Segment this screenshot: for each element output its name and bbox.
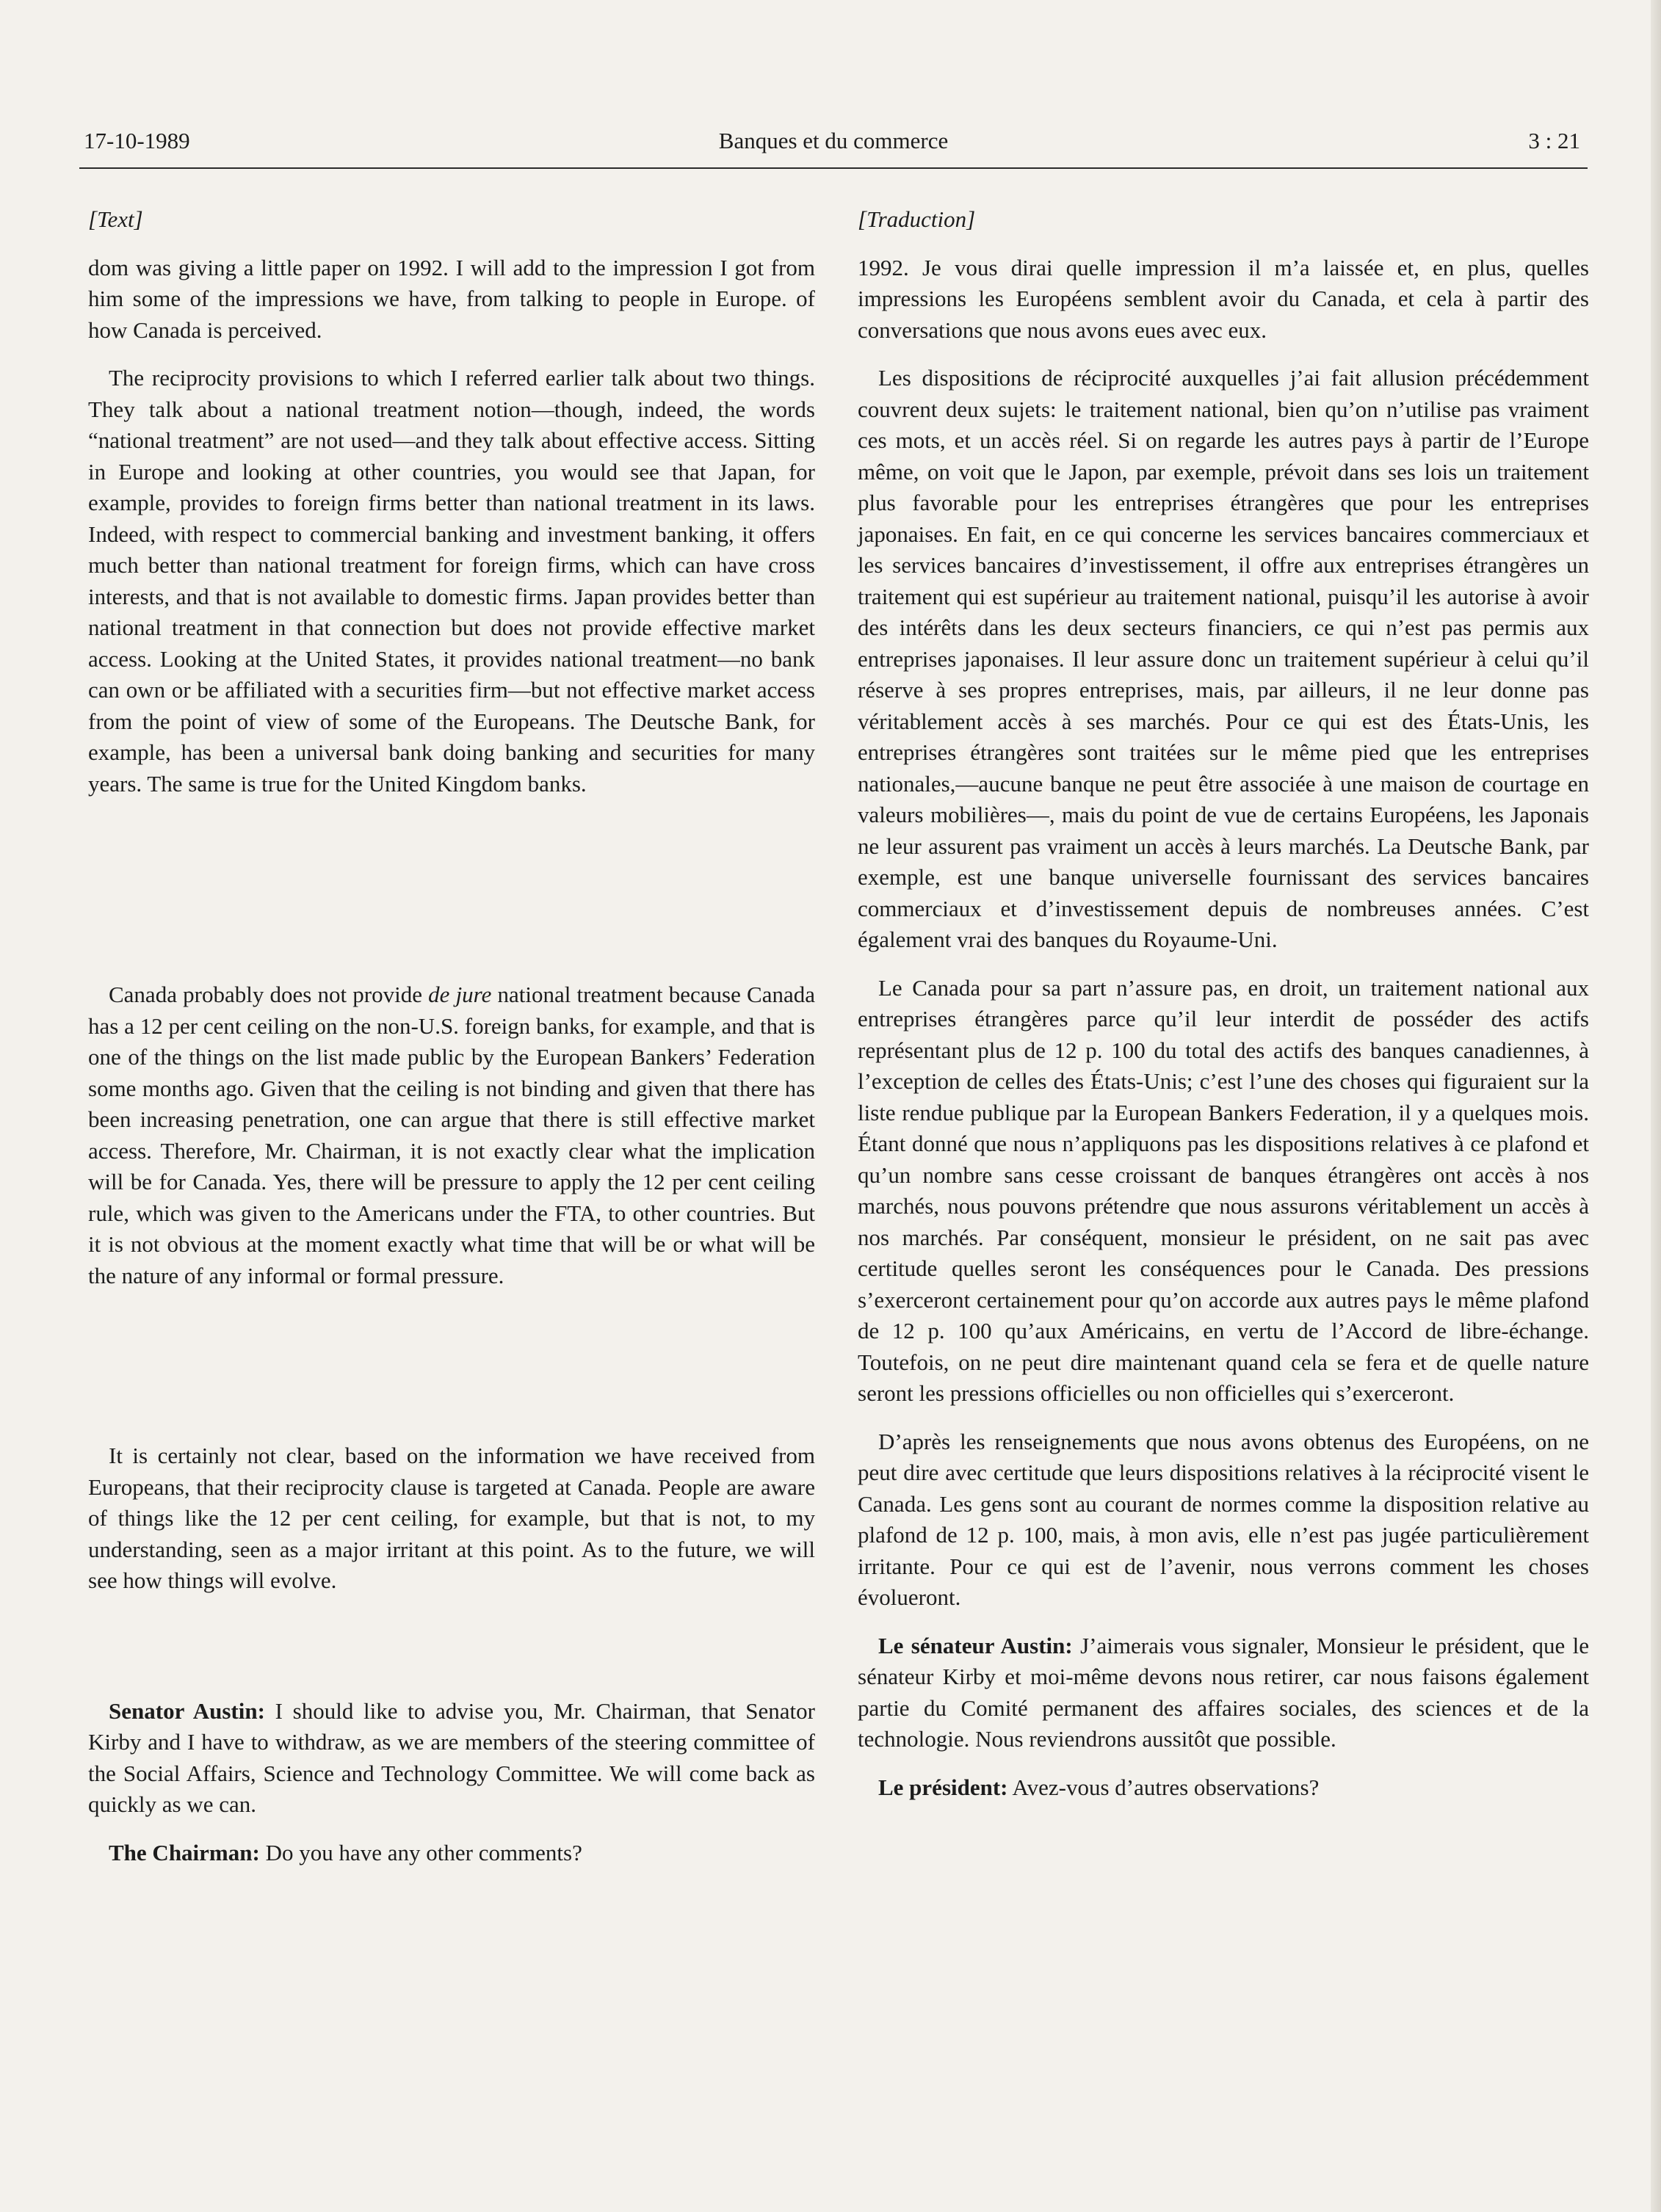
speaker-name: Senator Austin: (109, 1697, 265, 1724)
running-header (79, 126, 1588, 169)
spacer (88, 1308, 815, 1440)
header-date: 17-10-1989 (84, 128, 190, 153)
paragraph: 1992. Je vous dirai quelle impression il m’a laissée et, en plus, quelles impressions les Européens semblent avoir du Canada, et cela à partir des conversations que nous avons eues avec eux. (858, 254, 1589, 343)
spacer (88, 816, 815, 979)
paragraph: Les dispositions de réciprocité auxquelles j’ai fait allusion précédemment couvrent deux sujets: le traitement national, bien qu’on n’utilise pas vraiment ces mots, et un accès réel. Si on regarde les autres pays à partir de l’Europe même, on voit que le Japon, par exemple, prévoit dans ses lois un traitement plus favorable pour les entreprises étrangères que pour les entreprises japonaises. En fait, en ce qui concerne les services bancaires commerciaux et les services bancaires d’investissement, il offre aux entreprises étrangères un traitement qui est supérieur au traitement national, puisqu’il les autorise à avoir des intérêts dans les deux secteurs financiers, ce qui n’est pas permis aux entreprises japonaises. Il leur assure donc un traitement supérieur à celui qu’il réserve à ses propres entreprises, mais, par ailleurs, il ne leur donne pas véritablement accès à ses marchés. Pour ce qui est des États-Unis, les entreprises étrangères sont traitées sur le même pied que les entreprises nationales,—aucune banque ne peut être associée à une maison de courtage en valeurs mobilières—, mais du point de vue de certains Européens, les Japonais ne leur assurent pas vraiment un accès à leurs marchés. La Deutsche Bank, par exemple, est une banque universelle fournissant des services bancaires commerciaux et d’investissement depuis de nombreuses années. C’est également vrai des banques du Royaume-Uni. (858, 365, 1589, 952)
speaker-name: Le sénateur Austin: (878, 1632, 1073, 1658)
spacer (88, 1614, 815, 1696)
paragraph: Le Canada pour sa part n’assure pas, en droit, un traitement national aux entreprises étrangères parce qu’il leur interdit de posséder des actifs représentant plus de 12 p. 100 du total des actifs des banques canadiennes, à l’exception de celles des États-Unis; c’est l’une des choses qui figuraient sur la liste rendue publique par la European Bankers Federation, il y a quelques mois. Étant donné que nous n’appliquons pas les dispositions relatives à ce plafond et qu’un nombre sans cesse croissant de banques étrangères ont accès à nos marchés, nous pouvons prétendre que nous assurons véritablement un accès à nos marchés. Par conséquent, monsieur le président, on ne sait pas avec certitude quelles seront les conséquences pour le Canada. Des pressions s’exerceront certainement pour qu’on accorde aux autres pays le même plafond de 12 p. 100 qu’aux Américains, en vertu de l’Accord de libre-échange. Toutefois, on ne peut dire maintenant quand cela se fera et de quelle nature seront les pressions officielles ou non officielles qui s’exerceront. (858, 974, 1589, 1406)
speaker-name: The Chairman: (109, 1839, 260, 1865)
speaker-paragraph (88, 1838, 815, 1869)
header-page-number: 3 : 21 (1528, 128, 1580, 153)
speaker-name: Le président: (878, 1774, 1008, 1800)
page-edge-shadow (1651, 0, 1661, 2212)
speech-text: J’aimerais vous signaler, Monsieur le président, que le sénateur Kirby et moi-même devons nous retirer, car nous faisons également partie du Comité permanent des affaires sociales, des sciences et de la technologie. Nous reviendrons aussitôt que possible. (858, 1632, 1589, 1752)
paragraph: It is certainly not clear, based on the information we have received from Europeans, that their reciprocity clause is targeted at Canada. People are aware of things like the 12 per cent ceiling, for example, but that is not, to my understanding, seen as a major irritant at this point. As to the future, we will see how things will evolve. (88, 1443, 815, 1593)
paragraph (88, 979, 815, 1291)
text-run: Canada probably does not provide (109, 982, 429, 1007)
speaker-paragraph (858, 1631, 1589, 1755)
speech-text: Do you have any other comments? (259, 1839, 582, 1865)
speaker-paragraph (858, 1772, 1589, 1804)
english-column (88, 204, 815, 1885)
italic-run: de jure (428, 982, 492, 1007)
language-tag: [Traduction] (858, 206, 976, 232)
paragraph: dom was giving a little paper on 1992. I will add to the impression I got from him some of the impressions we have, from talking to people in Europe. of how Canada is perceived. (88, 254, 815, 343)
speech-text: I should like to advise you, Mr. Chairman, that Senator Kirby and I have to withdraw, as we are members of the steering committee of the Social Affairs, Science and Technology Committee. We will come back as quickly as we can. (88, 1697, 815, 1817)
speech-text: Avez-vous d’autres observations? (1007, 1774, 1320, 1800)
paragraph: D’après les renseignements que nous avons obtenus des Européens, on ne peut dire avec certitude que leurs dispositions relatives à la réciprocité visent le Canada. Les gens sont au courant de normes comme la disposition relative au plafond de 12 p. 100, mais, à mon avis, elle n’est pas jugée particulièrement irritante. Pour ce qui est de l’avenir, nous verrons comment les choses évolueront. (858, 1428, 1589, 1610)
text-run: national treatment because Canada has a 12 per cent ceiling on the non-U.S. foreign banks, for example, and that is one of the things on the list made public by the European Bankers’ Federation some months ago. Given that the ceiling is not binding and given that there has been increasing penetration, one can argue that there is still effective market access. Therefore, Mr. Chairman, it is not exactly clear what the implication will be for Canada. Yes, there will be pressure to apply the 12 per cent ceiling rule, which was given to the Americans under the FTA, to other countries. But it is not obvious at the moment exactly what time that will be or what will be the nature of any informal or formal pressure. (88, 982, 816, 1288)
header-title: Banques et du commerce (718, 128, 949, 153)
speaker-paragraph (88, 1696, 815, 1821)
paragraph: The reciprocity provisions to which I referred earlier talk about two things. They talk about a national treatment notion—though, indeed, the words “national treatment” are not used—and they talk about effective access. Sitting in Europe and looking at other countries, you would see that Japan, for example, provides to foreign firms better than national treatment in its laws. Indeed, with respect to commercial banking and investment banking, it offers much better than national treatment for foreign firms, which can have cross interests, and that is not available to domestic firms. Japan provides better than national treatment in that connection but does not provide effective market access. Looking at the United States, it provides national treatment—no bank can own or be affiliated with a securities firm—but not effective market access from the point of view of some of the Europeans. The Deutsche Bank, for example, has been a universal bank doing banking and securities for many years. The same is true for the United Kingdom banks. (88, 365, 815, 797)
french-column (858, 204, 1589, 1820)
language-tag: [Text] (88, 206, 143, 232)
